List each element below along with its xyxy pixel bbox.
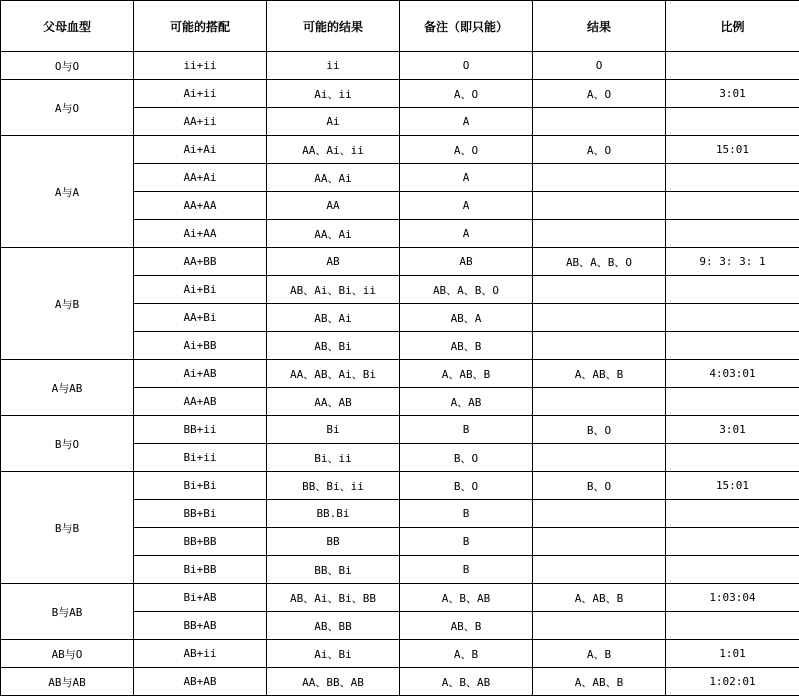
empty-cell <box>666 444 799 472</box>
table-row <box>1 360 799 388</box>
result-cell: A、O <box>533 80 666 108</box>
result-cell: AB、A、B、O <box>533 248 666 276</box>
combo-cell: AA+BB <box>134 248 267 276</box>
empty-cell <box>666 500 799 528</box>
outcome-cell: AA、Ai <box>267 220 400 248</box>
empty-cell <box>666 220 799 248</box>
note-cell: AB <box>400 248 533 276</box>
empty-cell <box>666 108 799 136</box>
combo-cell: Bi+AB <box>134 584 267 612</box>
result-cell: B、O <box>533 472 666 500</box>
result-cell: B、O <box>533 416 666 444</box>
outcome-cell: AA、BB、AB <box>267 668 400 696</box>
empty-cell <box>666 388 799 416</box>
outcome-cell: AA、AB、Ai、Bi <box>267 360 400 388</box>
note-cell: B <box>400 528 533 556</box>
header-combo: 可能的搭配 <box>134 1 267 52</box>
combo-cell: AA+Bi <box>134 304 267 332</box>
note-cell: A、O <box>400 136 533 164</box>
outcome-cell: BB、Bi <box>267 556 400 584</box>
table-row <box>1 472 799 500</box>
combo-cell: Bi+BB <box>134 556 267 584</box>
parents-cell: AB与O <box>1 640 134 668</box>
ratio-cell <box>666 52 799 80</box>
note-cell: B、O <box>400 472 533 500</box>
combo-cell: AA+AB <box>134 388 267 416</box>
outcome-cell: AB、Ai、Bi、BB <box>267 584 400 612</box>
table-body <box>1 52 799 696</box>
parents-cell: A与O <box>1 80 134 136</box>
outcome-cell: BB.Bi <box>267 500 400 528</box>
parents-cell: A与B <box>1 248 134 360</box>
note-cell: A <box>400 192 533 220</box>
empty-cell <box>666 528 799 556</box>
empty-cell <box>666 556 799 584</box>
outcome-cell: BB、Bi、ii <box>267 472 400 500</box>
ratio-cell: 1:01 <box>666 640 799 668</box>
empty-cell <box>666 612 799 640</box>
combo-cell: Ai+Bi <box>134 276 267 304</box>
table-row <box>1 668 799 696</box>
header-outcome: 可能的结果 <box>267 1 400 52</box>
combo-cell: ii+ii <box>134 52 267 80</box>
combo-cell: AA+Ai <box>134 164 267 192</box>
header-parents: 父母血型 <box>1 1 134 52</box>
empty-cell <box>533 192 666 220</box>
outcome-cell: BB <box>267 528 400 556</box>
empty-cell <box>533 388 666 416</box>
note-cell: B <box>400 500 533 528</box>
note-cell: A、O <box>400 80 533 108</box>
combo-cell: Bi+ii <box>134 444 267 472</box>
result-cell: A、AB、B <box>533 668 666 696</box>
header-note: 备注（即只能） <box>400 1 533 52</box>
note-cell: O <box>400 52 533 80</box>
empty-cell <box>533 444 666 472</box>
table-row <box>1 136 799 164</box>
outcome-cell: AA、AB <box>267 388 400 416</box>
combo-cell: BB+AB <box>134 612 267 640</box>
outcome-cell: AB、Ai、Bi、ii <box>267 276 400 304</box>
result-cell: O <box>533 52 666 80</box>
empty-cell <box>533 108 666 136</box>
note-cell: AB、B <box>400 332 533 360</box>
empty-cell <box>533 612 666 640</box>
result-cell: A、AB、B <box>533 360 666 388</box>
empty-cell <box>533 276 666 304</box>
table-row <box>1 52 799 80</box>
empty-cell <box>533 164 666 192</box>
outcome-cell: Bi <box>267 416 400 444</box>
note-cell: AB、A、B、O <box>400 276 533 304</box>
combo-cell: AA+ii <box>134 108 267 136</box>
parents-cell: B与AB <box>1 584 134 640</box>
outcome-cell: Bi、ii <box>267 444 400 472</box>
parents-cell: A与A <box>1 136 134 248</box>
combo-cell: BB+ii <box>134 416 267 444</box>
note-cell: A、B、AB <box>400 668 533 696</box>
note-cell: B、O <box>400 444 533 472</box>
ratio-cell: 1:02:01 <box>666 668 799 696</box>
parents-cell: O与O <box>1 52 134 80</box>
parents-cell: A与AB <box>1 360 134 416</box>
combo-cell: Ai+AB <box>134 360 267 388</box>
note-cell: AB、A <box>400 304 533 332</box>
table-row <box>1 584 799 612</box>
empty-cell <box>533 528 666 556</box>
combo-cell: BB+Bi <box>134 500 267 528</box>
empty-cell <box>533 556 666 584</box>
table-row <box>1 416 799 444</box>
combo-cell: Bi+Bi <box>134 472 267 500</box>
table-row <box>1 248 799 276</box>
outcome-cell: ii <box>267 52 400 80</box>
result-cell: A、O <box>533 136 666 164</box>
combo-cell: Ai+AA <box>134 220 267 248</box>
ratio-cell: 9: 3: 3: 1 <box>666 248 799 276</box>
combo-cell: AB+AB <box>134 668 267 696</box>
ratio-cell: 1:03:04 <box>666 584 799 612</box>
note-cell: A、AB <box>400 388 533 416</box>
outcome-cell: AA <box>267 192 400 220</box>
combo-cell: Ai+ii <box>134 80 267 108</box>
note-cell: A、AB、B <box>400 360 533 388</box>
result-cell: A、AB、B <box>533 584 666 612</box>
empty-cell <box>666 164 799 192</box>
parents-cell: B与B <box>1 472 134 584</box>
outcome-cell: Ai <box>267 108 400 136</box>
outcome-cell: AA、Ai、ii <box>267 136 400 164</box>
ratio-cell: 3:01 <box>666 416 799 444</box>
empty-cell <box>533 332 666 360</box>
empty-cell <box>666 332 799 360</box>
table-row <box>1 640 799 668</box>
ratio-cell: 15:01 <box>666 472 799 500</box>
parents-cell: AB与AB <box>1 668 134 696</box>
empty-cell <box>533 304 666 332</box>
table-row <box>1 80 799 108</box>
note-cell: B <box>400 416 533 444</box>
note-cell: A <box>400 108 533 136</box>
ratio-cell: 3:01 <box>666 80 799 108</box>
header-row <box>1 1 799 52</box>
combo-cell: BB+BB <box>134 528 267 556</box>
result-cell: A、B <box>533 640 666 668</box>
combo-cell: Ai+BB <box>134 332 267 360</box>
empty-cell <box>666 304 799 332</box>
header-result: 结果 <box>533 1 666 52</box>
combo-cell: Ai+Ai <box>134 136 267 164</box>
note-cell: A、B、AB <box>400 584 533 612</box>
outcome-cell: AB <box>267 248 400 276</box>
note-cell: B <box>400 556 533 584</box>
combo-cell: AA+AA <box>134 192 267 220</box>
outcome-cell: AB、Bi <box>267 332 400 360</box>
combo-cell: AB+ii <box>134 640 267 668</box>
empty-cell <box>666 192 799 220</box>
outcome-cell: Ai、ii <box>267 80 400 108</box>
header-ratio: 比例 <box>666 1 799 52</box>
outcome-cell: AB、BB <box>267 612 400 640</box>
note-cell: A、B <box>400 640 533 668</box>
note-cell: A <box>400 164 533 192</box>
outcome-cell: AA、Ai <box>267 164 400 192</box>
note-cell: AB、B <box>400 612 533 640</box>
ratio-cell: 15:01 <box>666 136 799 164</box>
outcome-cell: AB、Ai <box>267 304 400 332</box>
ratio-cell: 4:03:01 <box>666 360 799 388</box>
note-cell: A <box>400 220 533 248</box>
parents-cell: B与O <box>1 416 134 472</box>
empty-cell <box>533 500 666 528</box>
empty-cell <box>533 220 666 248</box>
empty-cell <box>666 276 799 304</box>
outcome-cell: Ai、Bi <box>267 640 400 668</box>
